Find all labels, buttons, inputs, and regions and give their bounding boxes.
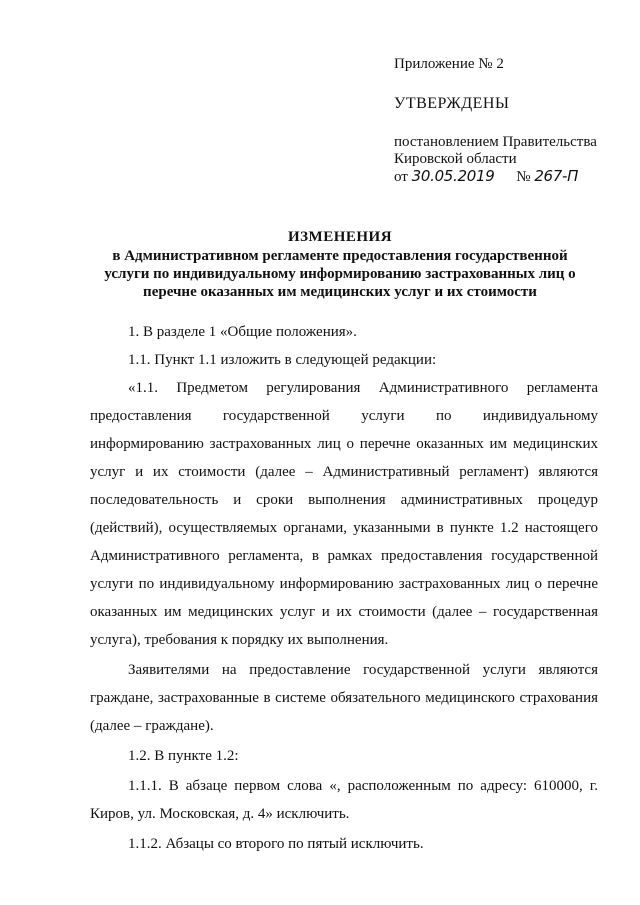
paragraph-2: 1.1. Пункт 1.1 изложить в следующей редакции:: [128, 352, 437, 368]
date-value: 30.05.2019: [411, 167, 495, 185]
document-title: [90, 228, 590, 301]
document-body: [90, 318, 598, 858]
basis-line-2: Кировской области: [394, 151, 517, 167]
title-subtitle: в Административном регламенте предоставления государственной услуги по индивидуальному информированию застрахованных лиц о перечне оказанных им медицинских услуг и их стоимости: [104, 248, 576, 300]
paragraph-6: 1.1.1. В абзаце первом слова «, расположенным по адресу: 610000, г. Киров, ул. Московская, д. 4» исключить.: [90, 778, 598, 822]
paragraph-7: 1.1.2. Абзацы со второго по пятый исключить.: [128, 836, 424, 852]
appendix-label: Приложение № 2: [394, 56, 504, 72]
date-prefix: от: [394, 169, 408, 185]
title-heading: ИЗМЕНЕНИЯ: [287, 229, 393, 245]
paragraph-1: 1. В разделе 1 «Общие положения».: [128, 324, 357, 340]
number-value: 267-П: [534, 167, 579, 185]
date-number-line: [394, 168, 624, 186]
paragraph-4: Заявителями на предоставление государственной услуги являются граждане, застрахованные в системе обязательного медицинского страхования (далее – граждане).: [90, 662, 598, 734]
approval-block: [394, 56, 624, 186]
number-prefix: №: [516, 169, 531, 185]
approved-label: УТВЕРЖДЕНЫ: [394, 95, 510, 112]
paragraph-5: 1.2. В пункте 1.2:: [128, 748, 239, 764]
paragraph-3: «1.1. Предметом регулирования Административного регламента предоставления государственной услуги по индивидуальному информированию застрахованных лиц о перечне оказанных им медицинских услуг и их стоимости (далее – Административный регламент) являются последовательность и сроки выполнения административных процедур (действий), осуществляемых органами, указанными в пункте 1.2 настоящего Административного регламента, в рамках предоставления государственной услуги по индивидуальному информированию застрахованных лиц о перечне оказанных им медицинских услуг и их стоимости (далее – государственная услуга), требования к порядку их выполнения.: [90, 380, 598, 648]
basis-line-1: постановлением Правительства: [394, 134, 597, 150]
